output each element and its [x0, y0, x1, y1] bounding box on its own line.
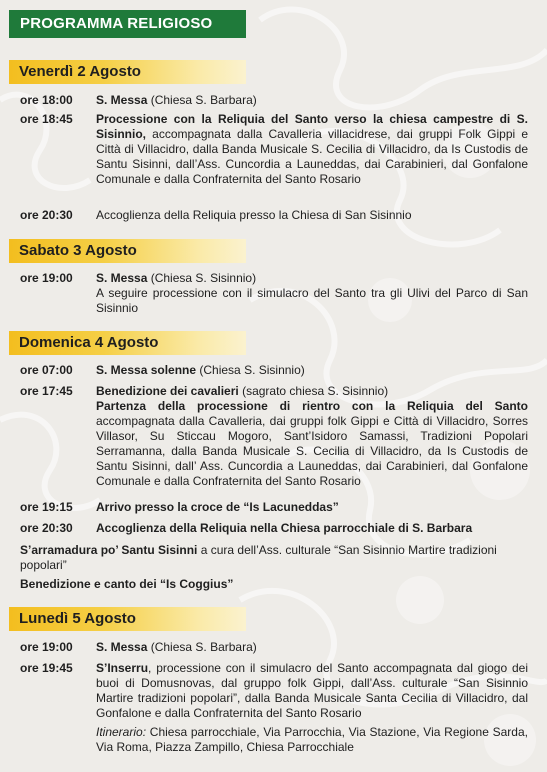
entry-description — [96, 363, 528, 378]
entry-text: (Chiesa S. Barbara) — [147, 93, 257, 107]
entry-title: S’Inserru — [96, 661, 149, 675]
entry-time: ore 20:30 — [20, 521, 73, 535]
entry-title: Arrivo presso la croce de “Is Lacuneddas” — [96, 500, 339, 514]
schedule-entry — [20, 384, 528, 492]
entry-description — [96, 112, 528, 187]
entry-time: ore 17:45 — [20, 384, 73, 398]
entry-text: Accoglienza della Reliquia presso la Chiesa di San Sisinnio — [96, 208, 412, 222]
entry-description — [96, 521, 528, 536]
entry-text: (Chiesa S. Barbara) — [147, 640, 257, 654]
entry-description — [96, 661, 528, 755]
itinerary-label: Itinerario: — [96, 725, 147, 739]
entry-description — [96, 208, 528, 223]
entry-time: ore 19:00 — [20, 640, 73, 654]
entry-time: ore 19:15 — [20, 500, 73, 514]
note-text: a cura dell’Ass. culturale “San Sisinnio Martire tradizioni popolari” — [20, 543, 497, 572]
schedule-entry — [20, 93, 528, 108]
entry-title: Processione con la Reliquia del Santo verso la chiesa campestre di S. Sisinnio, — [96, 112, 528, 141]
entry-title: S. Messa — [96, 93, 148, 107]
schedule-entry — [20, 271, 528, 321]
entry-title: S. Messa — [96, 271, 148, 285]
program-title: PROGRAMMA RELIGIOSO — [9, 10, 246, 38]
schedule-entry — [20, 112, 528, 204]
note-title: S’arramadura po’ Santu Sisinni — [20, 543, 198, 557]
entry-description — [96, 500, 528, 515]
schedule-entry — [20, 500, 528, 515]
entry-title: S. Messa — [96, 640, 148, 654]
entry-time: ore 18:45 — [20, 112, 73, 126]
entry-extra: accompagnata dalla Cavalleria, dai gruppi folk Gippi e Città di Villacidro, Sorres Villasor, Su Sticcau Mogoro, Sant’Isidoro Samassi, Tradizioni Popolari Serramanna, dalla Banda Musicale S. Cecilia di Villacidro, da Is Custodis de Santu Sisinni, dall’ Ass. Cuncordia a Launeddas, dai Carabinieri, dal Gonfalone Comunale e dalla Confraternita del Santo Rosario — [96, 414, 528, 488]
schedule-entry — [20, 661, 528, 761]
schedule-entry — [20, 521, 528, 536]
entry-extra-title: Partenza della processione di rientro con la Reliquia del Santo — [96, 399, 528, 413]
entry-time: ore 20:30 — [20, 208, 73, 222]
entry-description — [96, 93, 528, 108]
schedule-entry — [20, 208, 528, 223]
day-heading-friday: Venerdì 2 Agosto — [9, 60, 246, 84]
day-heading-sunday: Domenica 4 Agosto — [9, 331, 246, 355]
entry-time: ore 19:45 — [20, 661, 73, 675]
entry-time: ore 07:00 — [20, 363, 73, 377]
entry-description — [96, 384, 528, 489]
entry-text: (Chiesa S. Sisinnio) — [196, 363, 305, 377]
entry-time: ore 19:00 — [20, 271, 73, 285]
program-note — [20, 543, 528, 573]
entry-title: S. Messa solenne — [96, 363, 197, 377]
schedule-entry — [20, 363, 528, 378]
entry-title: Accoglienza della Reliquia nella Chiesa parrocchiale di S. Barbara — [96, 521, 473, 535]
entry-extra: A seguire processione con il simulacro del Santo tra gli Ulivi del Parco di San Sisinnio — [96, 286, 528, 315]
entry-time: ore 18:00 — [20, 93, 73, 107]
entry-title: Benedizione dei cavalieri — [96, 384, 239, 398]
program-note — [20, 577, 528, 592]
entry-description — [96, 640, 528, 655]
entry-text: , processione con il simulacro del Santo accompagnata dal giogo dei buoi di Domusnovas, dal gruppo folk Gippi, dall’Ass. culturale “San Sisinnio Martire tradizioni popolari”, dalla Banda Musicale Santa Cecilia di Villacidro, dal Gonfalone e dalla Confraternita del Santo Rosario — [96, 661, 528, 720]
entry-text: (Chiesa S. Sisinnio) — [147, 271, 257, 285]
entry-description — [96, 271, 528, 316]
day-heading-saturday: Sabato 3 Agosto — [9, 239, 246, 263]
entry-text: accompagnata dalla Cavalleria villacidrese, dai gruppi Folk Gippi e Città di Villacidro, dalla Banda Musicale S. Cecilia di Villacidro, da Is Custodis de Santu Sisinni, dall’Ass. Cuncordia a Launeddas, dai Carabinieri, dal Gonfalone Comunale e dalla Confraternita del Santo Rosario — [96, 127, 528, 186]
entry-text: (sagrato chiesa S. Sisinnio) — [238, 384, 389, 398]
note-title: Benedizione e canto dei “Is Coggius” — [20, 577, 234, 591]
day-heading-monday: Lunedì 5 Agosto — [9, 607, 246, 631]
schedule-entry — [20, 640, 528, 655]
itinerary-text: Chiesa parrocchiale, Via Parrocchia, Via Stazione, Via Regione Sarda, Via Roma, Piazza Zampillo, Chiesa Parrocchiale — [96, 725, 528, 754]
